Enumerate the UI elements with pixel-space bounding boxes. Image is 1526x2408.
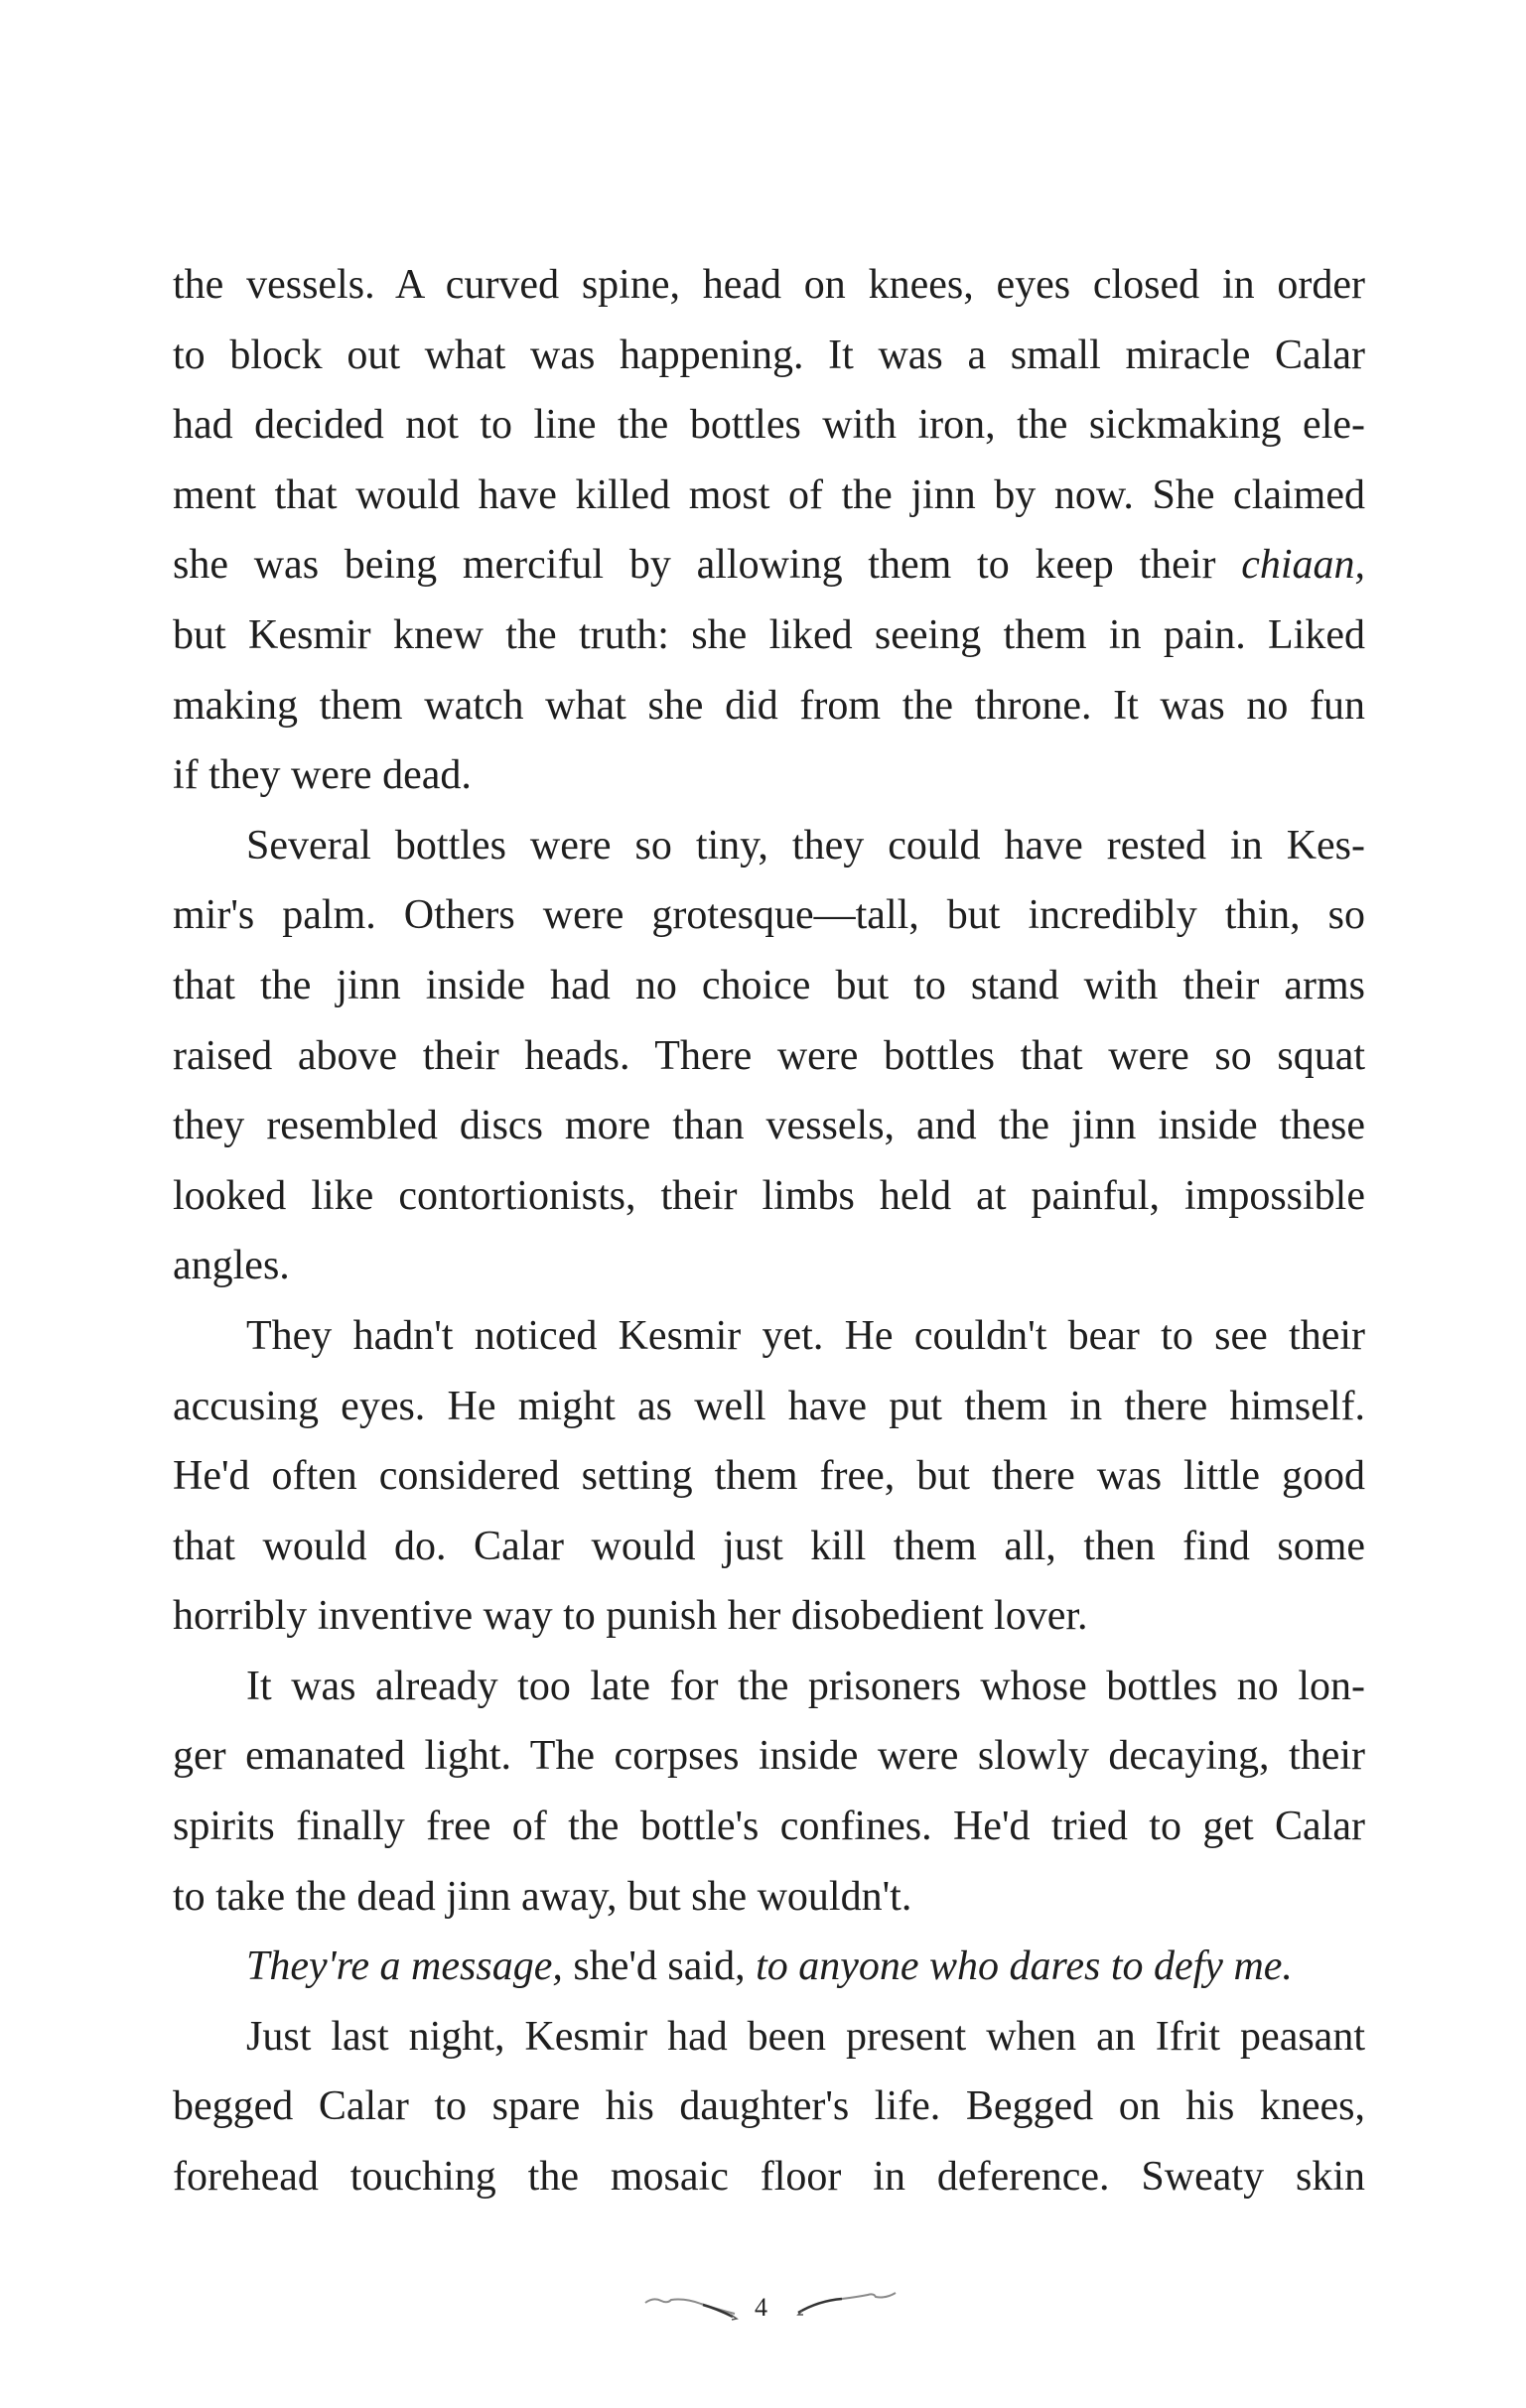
text-line: if they were dead. (173, 752, 472, 799)
flourish-left-icon (643, 2293, 743, 2323)
text-line: that would do. Calar would just kill them all, then find some (173, 1523, 1365, 1569)
text-line: looked like contortionists, their limbs held at painful, impossible (173, 1172, 1365, 1219)
italic-word-chiaan: chiaan, (1241, 542, 1365, 589)
text-line: ment that would have killed most of the jinn by now. She claimed (173, 471, 1365, 518)
page-footer (0, 2281, 1526, 2341)
text-line: the vessels. A curved spine, head on knees, eyes closed in order (173, 262, 1365, 308)
text-line: spirits finally free of the bottle's confines. He'd tried to get Calar (173, 1804, 1365, 1850)
quote-italic: They're a message, (246, 1943, 563, 1990)
text-line: horribly inventive way to punish her disobedient lover. (173, 1593, 1088, 1640)
text-line: to block out what was happening. It was a small miracle Calar (173, 332, 1365, 378)
text-line: angles. (173, 1243, 290, 1289)
text-line: Just last night, Kesmir had been present when an Ifrit peasant (246, 2013, 1365, 2060)
text-line: accusing eyes. He might as well have put them in there himself. (173, 1383, 1365, 1429)
text-line: ger emanated light. The corpses inside were slowly decaying, their (173, 1733, 1365, 1780)
text-fragment: she was being merciful by allowing them to keep their (173, 542, 1216, 589)
text-line (173, 530, 1365, 601)
text-line: but Kesmir knew the truth: she liked seeing them in pain. Liked (173, 611, 1365, 658)
text-line: They hadn't noticed Kesmir yet. He couldn't bear to see their (246, 1312, 1365, 1359)
text-line: Several bottles were so tiny, they could have rested in Kes- (246, 822, 1365, 869)
text-line: It was already too late for the prisoners whose bottles no lon- (246, 1663, 1365, 1709)
text-line: making them watch what she did from the throne. It was no fun (173, 682, 1365, 729)
text-line: He'd often considered setting them free, but there was little good (173, 1453, 1365, 1500)
page-number: 4 (755, 2293, 767, 2322)
text-line-quote (173, 1932, 1365, 2002)
text-line: begged Calar to spare his daughter's life. Begged on his knees, (173, 2083, 1365, 2130)
text-line: forehead touching the mosaic floor in deference. Sweaty skin (173, 2154, 1365, 2201)
text-line: that the jinn inside had no choice but to stand with their arms (173, 962, 1365, 1008)
quote-attribution: she'd said, (562, 1943, 757, 1990)
text-line: mir's palm. Others were grotesque—tall, but incredibly thin, so (173, 892, 1365, 939)
flourish-right-icon (794, 2289, 903, 2321)
text-line: raised above their heads. There were bottles that were so squat (173, 1032, 1365, 1079)
quote-italic: to anyone who dares to defy me. (756, 1943, 1293, 1990)
text-line: to take the dead jinn away, but she wouldn't. (173, 1873, 912, 1920)
text-line: they resembled discs more than vessels, and the jinn inside these (173, 1103, 1365, 1149)
body-text (173, 250, 1365, 2212)
text-line: had decided not to line the bottles with iron, the sickmaking ele- (173, 402, 1365, 449)
